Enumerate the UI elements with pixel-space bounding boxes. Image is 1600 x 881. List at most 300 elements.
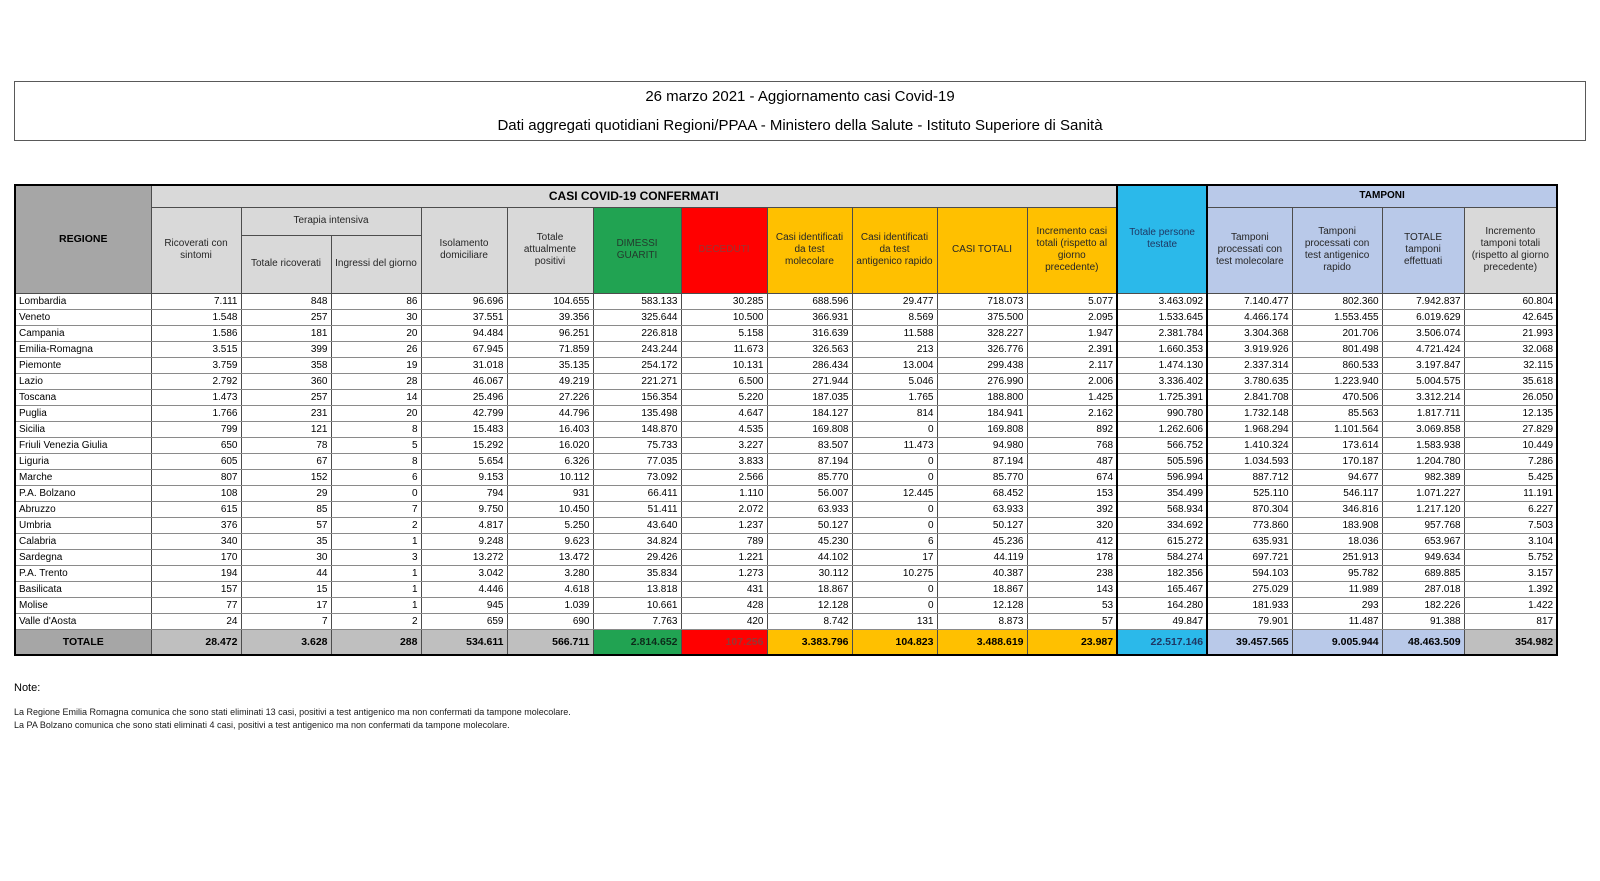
value-cell: 16.020: [507, 437, 593, 453]
value-cell: 376: [151, 517, 241, 533]
value-cell: 11.473: [852, 437, 937, 453]
value-cell: 68.452: [937, 485, 1027, 501]
value-cell: 75.733: [593, 437, 681, 453]
value-cell: 6.326: [507, 453, 593, 469]
value-cell: 2.095: [1027, 309, 1117, 325]
value-cell: 73.092: [593, 469, 681, 485]
value-cell: 653.967: [1382, 533, 1464, 549]
value-cell: 286.434: [767, 357, 852, 373]
column-header-tamponi-antigenico: Tamponi processati con test antigenico rapido: [1292, 207, 1382, 293]
column-header-totale-attualmente-positivi: Totale attualmente positivi: [507, 207, 593, 293]
value-cell: 13.004: [852, 357, 937, 373]
value-cell: 320: [1027, 517, 1117, 533]
report-subtitle: Dati aggregati quotidiani Regioni/PPAA - Ministero della Salute - Istituto Superiore di Sanità: [497, 117, 1103, 134]
value-cell: 20: [331, 405, 421, 421]
totale-value-cell: 39.457.565: [1207, 629, 1292, 655]
value-cell: 487: [1027, 453, 1117, 469]
value-cell: 28: [331, 373, 421, 389]
value-cell: 30: [331, 309, 421, 325]
value-cell: 43.640: [593, 517, 681, 533]
value-cell: 85.770: [937, 469, 1027, 485]
value-cell: 6: [852, 533, 937, 549]
value-cell: 354.499: [1117, 485, 1207, 501]
value-cell: 60.804: [1464, 293, 1557, 309]
value-cell: 420: [681, 613, 767, 629]
value-cell: 412: [1027, 533, 1117, 549]
value-cell: 40.387: [937, 565, 1027, 581]
value-cell: 42.799: [421, 405, 507, 421]
value-cell: 77.035: [593, 453, 681, 469]
value-cell: 1: [331, 581, 421, 597]
group-header-terapia-intensiva: Terapia intensiva: [241, 207, 421, 235]
value-cell: 594.103: [1207, 565, 1292, 581]
value-cell: 87.194: [937, 453, 1027, 469]
value-cell: 17: [241, 597, 331, 613]
region-name: Campania: [15, 325, 151, 341]
value-cell: 46.067: [421, 373, 507, 389]
value-cell: 85: [241, 501, 331, 517]
value-cell: 15.483: [421, 421, 507, 437]
value-cell: 887.712: [1207, 469, 1292, 485]
value-cell: 213: [852, 341, 937, 357]
value-cell: 143: [1027, 581, 1117, 597]
value-cell: 12.445: [852, 485, 937, 501]
value-cell: 605: [151, 453, 241, 469]
region-name: Lazio: [15, 373, 151, 389]
value-cell: 470.506: [1292, 389, 1382, 405]
value-cell: 659: [421, 613, 507, 629]
value-cell: 688.596: [767, 293, 852, 309]
value-cell: 29.426: [593, 549, 681, 565]
column-header-incremento-casi: Incremento casi totali (rispetto al giorno precedente): [1027, 207, 1117, 293]
value-cell: 1.101.564: [1292, 421, 1382, 437]
value-cell: 584.274: [1117, 549, 1207, 565]
value-cell: 15.292: [421, 437, 507, 453]
value-cell: 635.931: [1207, 533, 1292, 549]
value-cell: 392: [1027, 501, 1117, 517]
region-name: Molise: [15, 597, 151, 613]
value-cell: 3.336.402: [1117, 373, 1207, 389]
value-cell: 945: [421, 597, 507, 613]
value-cell: 2.792: [151, 373, 241, 389]
report-header: [14, 81, 1586, 141]
value-cell: 1.221: [681, 549, 767, 565]
value-cell: 1.725.391: [1117, 389, 1207, 405]
value-cell: 35.618: [1464, 373, 1557, 389]
value-cell: 44.119: [937, 549, 1027, 565]
value-cell: 35.834: [593, 565, 681, 581]
value-cell: 1.583.938: [1382, 437, 1464, 453]
value-cell: 95.782: [1292, 565, 1382, 581]
value-cell: 183.908: [1292, 517, 1382, 533]
table-row: [15, 517, 1557, 533]
value-cell: 11.588: [852, 325, 937, 341]
value-cell: 18.867: [937, 581, 1027, 597]
value-cell: 1.553.455: [1292, 309, 1382, 325]
value-cell: 990.780: [1117, 405, 1207, 421]
totale-value-cell: 534.611: [421, 629, 507, 655]
value-cell: 45.230: [767, 533, 852, 549]
value-cell: 27.226: [507, 389, 593, 405]
value-cell: 931: [507, 485, 593, 501]
value-cell: 1.473: [151, 389, 241, 405]
value-cell: 67: [241, 453, 331, 469]
totale-value-cell: 104.823: [852, 629, 937, 655]
value-cell: 5.654: [421, 453, 507, 469]
value-cell: 57: [1027, 613, 1117, 629]
column-header-regione: REGIONE: [15, 185, 151, 293]
value-cell: 238: [1027, 565, 1117, 581]
table-row: [15, 293, 1557, 309]
value-cell: 1.392: [1464, 581, 1557, 597]
value-cell: 3.227: [681, 437, 767, 453]
value-cell: 5.250: [507, 517, 593, 533]
table-row: [15, 341, 1557, 357]
page: [0, 81, 1600, 732]
totale-value-cell: 9.005.944: [1292, 629, 1382, 655]
value-cell: 257: [241, 309, 331, 325]
value-cell: 188.800: [937, 389, 1027, 405]
value-cell: 87.194: [767, 453, 852, 469]
table-row: [15, 469, 1557, 485]
value-cell: 399: [241, 341, 331, 357]
value-cell: 0: [331, 485, 421, 501]
value-cell: 1: [331, 533, 421, 549]
value-cell: 799: [151, 421, 241, 437]
column-header-ricoverati-con-sintomi: Ricoverati con sintomi: [151, 207, 241, 293]
value-cell: 2.337.314: [1207, 357, 1292, 373]
value-cell: 56.007: [767, 485, 852, 501]
totale-value-cell: 3.488.619: [937, 629, 1027, 655]
value-cell: 340: [151, 533, 241, 549]
value-cell: 568.934: [1117, 501, 1207, 517]
value-cell: 275.029: [1207, 581, 1292, 597]
value-cell: 50.127: [767, 517, 852, 533]
table-body: [15, 293, 1557, 629]
value-cell: 9.750: [421, 501, 507, 517]
value-cell: 3: [331, 549, 421, 565]
value-cell: 21.993: [1464, 325, 1557, 341]
note-line: La PA Bolzano comunica che sono stati eliminati 4 casi, positivi a test antigenico ma non confermati da tampone molecolare.: [14, 719, 510, 730]
value-cell: 1.968.294: [1207, 421, 1292, 437]
value-cell: 29.477: [852, 293, 937, 309]
value-cell: 2.072: [681, 501, 767, 517]
totale-value-cell: 3.628: [241, 629, 331, 655]
notes-title: Note:: [14, 681, 41, 694]
value-cell: 9.248: [421, 533, 507, 549]
value-cell: 1.548: [151, 309, 241, 325]
value-cell: 3.069.858: [1382, 421, 1464, 437]
totale-value-cell: 107.256: [681, 629, 767, 655]
value-cell: 3.463.092: [1117, 293, 1207, 309]
value-cell: 10.449: [1464, 437, 1557, 453]
notes-section: [14, 682, 1600, 732]
value-cell: 35.135: [507, 357, 593, 373]
region-name: Toscana: [15, 389, 151, 405]
value-cell: 7.942.837: [1382, 293, 1464, 309]
value-cell: 3.759: [151, 357, 241, 373]
value-cell: 0: [852, 501, 937, 517]
value-cell: 3.304.368: [1207, 325, 1292, 341]
value-cell: 182.226: [1382, 597, 1464, 613]
value-cell: 615.272: [1117, 533, 1207, 549]
value-cell: 789: [681, 533, 767, 549]
value-cell: 5.046: [852, 373, 937, 389]
value-cell: 4.647: [681, 405, 767, 421]
region-name: Lombardia: [15, 293, 151, 309]
value-cell: 9.153: [421, 469, 507, 485]
value-cell: 2.117: [1027, 357, 1117, 373]
value-cell: 83.507: [767, 437, 852, 453]
column-header-casi-test-molecolare: Casi identificati da test molecolare: [767, 207, 852, 293]
value-cell: 7.140.477: [1207, 293, 1292, 309]
value-cell: 4.535: [681, 421, 767, 437]
value-cell: 94.677: [1292, 469, 1382, 485]
value-cell: 51.411: [593, 501, 681, 517]
value-cell: 226.818: [593, 325, 681, 341]
value-cell: 2.566: [681, 469, 767, 485]
table-row: [15, 581, 1557, 597]
value-cell: 18.867: [767, 581, 852, 597]
value-cell: 17: [852, 549, 937, 565]
totale-value-cell: 354.982: [1464, 629, 1557, 655]
value-cell: 10.661: [593, 597, 681, 613]
value-cell: 428: [681, 597, 767, 613]
value-cell: 121: [241, 421, 331, 437]
value-cell: 94.980: [937, 437, 1027, 453]
region-name: Piemonte: [15, 357, 151, 373]
value-cell: 152: [241, 469, 331, 485]
value-cell: 1.071.227: [1382, 485, 1464, 501]
value-cell: 131: [852, 613, 937, 629]
value-cell: 78: [241, 437, 331, 453]
value-cell: 12.128: [937, 597, 1027, 613]
column-header-isolamento-domiciliare: Isolamento domiciliare: [421, 207, 507, 293]
value-cell: 4.721.424: [1382, 341, 1464, 357]
value-cell: 1: [331, 565, 421, 581]
value-cell: 7: [241, 613, 331, 629]
value-cell: 566.752: [1117, 437, 1207, 453]
value-cell: 8.569: [852, 309, 937, 325]
value-cell: 6.500: [681, 373, 767, 389]
value-cell: 325.644: [593, 309, 681, 325]
value-cell: 3.042: [421, 565, 507, 581]
value-cell: 50.127: [937, 517, 1027, 533]
value-cell: 5.077: [1027, 293, 1117, 309]
value-cell: 697.721: [1207, 549, 1292, 565]
value-cell: 31.018: [421, 357, 507, 373]
value-cell: 1.533.645: [1117, 309, 1207, 325]
value-cell: 525.110: [1207, 485, 1292, 501]
value-cell: 1.223.940: [1292, 373, 1382, 389]
value-cell: 1.660.353: [1117, 341, 1207, 357]
value-cell: 156.354: [593, 389, 681, 405]
value-cell: 0: [852, 597, 937, 613]
header-row-columns: [15, 207, 1557, 235]
value-cell: 10.112: [507, 469, 593, 485]
value-cell: 2.162: [1027, 405, 1117, 421]
value-cell: 8.742: [767, 613, 852, 629]
value-cell: 546.117: [1292, 485, 1382, 501]
value-cell: 3.833: [681, 453, 767, 469]
value-cell: 39.356: [507, 309, 593, 325]
group-header-tamponi: TAMPONI: [1207, 185, 1557, 207]
value-cell: 26: [331, 341, 421, 357]
value-cell: 178: [1027, 549, 1117, 565]
value-cell: 718.073: [937, 293, 1027, 309]
region-name: Veneto: [15, 309, 151, 325]
value-cell: 35: [241, 533, 331, 549]
value-cell: 135.498: [593, 405, 681, 421]
value-cell: 2: [331, 517, 421, 533]
region-name: Umbria: [15, 517, 151, 533]
value-cell: 6: [331, 469, 421, 485]
value-cell: 67.945: [421, 341, 507, 357]
table-row: [15, 597, 1557, 613]
value-cell: 44.796: [507, 405, 593, 421]
value-cell: 3.780.635: [1207, 373, 1292, 389]
table-row: [15, 533, 1557, 549]
value-cell: 5.158: [681, 325, 767, 341]
region-name: P.A. Bolzano: [15, 485, 151, 501]
totale-value-cell: 566.711: [507, 629, 593, 655]
value-cell: 1.422: [1464, 597, 1557, 613]
value-cell: 802.360: [1292, 293, 1382, 309]
value-cell: 4.817: [421, 517, 507, 533]
table-row: [15, 309, 1557, 325]
column-header-totale-ricoverati: Totale ricoverati: [241, 235, 331, 293]
value-cell: 0: [852, 421, 937, 437]
table-row: [15, 549, 1557, 565]
value-cell: 1.817.711: [1382, 405, 1464, 421]
value-cell: 201.706: [1292, 325, 1382, 341]
value-cell: 49.219: [507, 373, 593, 389]
region-name: Sardegna: [15, 549, 151, 565]
value-cell: 13.272: [421, 549, 507, 565]
value-cell: 91.388: [1382, 613, 1464, 629]
value-cell: 431: [681, 581, 767, 597]
value-cell: 1.425: [1027, 389, 1117, 405]
table-row: [15, 357, 1557, 373]
region-name: P.A. Trento: [15, 565, 151, 581]
value-cell: 34.824: [593, 533, 681, 549]
value-cell: 165.467: [1117, 581, 1207, 597]
value-cell: 299.438: [937, 357, 1027, 373]
table-row: [15, 453, 1557, 469]
value-cell: 251.913: [1292, 549, 1382, 565]
value-cell: 375.500: [937, 309, 1027, 325]
value-cell: 11.673: [681, 341, 767, 357]
value-cell: 243.244: [593, 341, 681, 357]
value-cell: 583.133: [593, 293, 681, 309]
value-cell: 3.157: [1464, 565, 1557, 581]
value-cell: 1.237: [681, 517, 767, 533]
value-cell: 44.102: [767, 549, 852, 565]
value-cell: 1.204.780: [1382, 453, 1464, 469]
value-cell: 170: [151, 549, 241, 565]
value-cell: 1.273: [681, 565, 767, 581]
value-cell: 71.859: [507, 341, 593, 357]
value-cell: 773.860: [1207, 517, 1292, 533]
value-cell: 293: [1292, 597, 1382, 613]
value-cell: 3.197.847: [1382, 357, 1464, 373]
region-name: Valle d'Aosta: [15, 613, 151, 629]
value-cell: 9.623: [507, 533, 593, 549]
table-row: [15, 613, 1557, 629]
value-cell: 346.816: [1292, 501, 1382, 517]
table-row: [15, 437, 1557, 453]
value-cell: 615: [151, 501, 241, 517]
value-cell: 1.217.120: [1382, 501, 1464, 517]
value-cell: 7.763: [593, 613, 681, 629]
value-cell: 1.034.593: [1207, 453, 1292, 469]
value-cell: 221.271: [593, 373, 681, 389]
value-cell: 257: [241, 389, 331, 405]
value-cell: 11.487: [1292, 613, 1382, 629]
value-cell: 10.450: [507, 501, 593, 517]
value-cell: 817: [1464, 613, 1557, 629]
value-cell: 5.425: [1464, 469, 1557, 485]
value-cell: 30: [241, 549, 331, 565]
value-cell: 184.941: [937, 405, 1027, 421]
value-cell: 2.006: [1027, 373, 1117, 389]
value-cell: 287.018: [1382, 581, 1464, 597]
value-cell: 1.766: [151, 405, 241, 421]
column-header-casi-totali: CASI TOTALI: [937, 207, 1027, 293]
value-cell: 85.770: [767, 469, 852, 485]
value-cell: 11.191: [1464, 485, 1557, 501]
table-row: [15, 485, 1557, 501]
value-cell: 187.035: [767, 389, 852, 405]
value-cell: 169.808: [937, 421, 1027, 437]
column-header-dimessi-guariti: DIMESSI GUARITI: [593, 207, 681, 293]
column-header-ingressi-del-giorno: Ingressi del giorno: [331, 235, 421, 293]
value-cell: 5.220: [681, 389, 767, 405]
totale-value-cell: 23.987: [1027, 629, 1117, 655]
value-cell: 53: [1027, 597, 1117, 613]
table-footer: [15, 629, 1557, 655]
value-cell: 96.696: [421, 293, 507, 309]
value-cell: 1.586: [151, 325, 241, 341]
value-cell: 3.104: [1464, 533, 1557, 549]
value-cell: 334.692: [1117, 517, 1207, 533]
value-cell: 85.563: [1292, 405, 1382, 421]
value-cell: 8: [331, 421, 421, 437]
value-cell: 30.112: [767, 565, 852, 581]
value-cell: 86: [331, 293, 421, 309]
column-header-tamponi-molecolare: Tamponi processati con test molecolare: [1207, 207, 1292, 293]
value-cell: 25.496: [421, 389, 507, 405]
value-cell: 164.280: [1117, 597, 1207, 613]
value-cell: 148.870: [593, 421, 681, 437]
region-name: Abruzzo: [15, 501, 151, 517]
value-cell: 1.262.606: [1117, 421, 1207, 437]
value-cell: 6.019.629: [1382, 309, 1464, 325]
totale-value-cell: 3.383.796: [767, 629, 852, 655]
region-name: Marche: [15, 469, 151, 485]
region-name: Emilia-Romagna: [15, 341, 151, 357]
value-cell: 0: [852, 469, 937, 485]
value-cell: 96.251: [507, 325, 593, 341]
value-cell: 16.403: [507, 421, 593, 437]
value-cell: 982.389: [1382, 469, 1464, 485]
region-name: Liguria: [15, 453, 151, 469]
value-cell: 860.533: [1292, 357, 1382, 373]
value-cell: 1.039: [507, 597, 593, 613]
value-cell: 181: [241, 325, 331, 341]
table-row: [15, 405, 1557, 421]
value-cell: 19: [331, 357, 421, 373]
